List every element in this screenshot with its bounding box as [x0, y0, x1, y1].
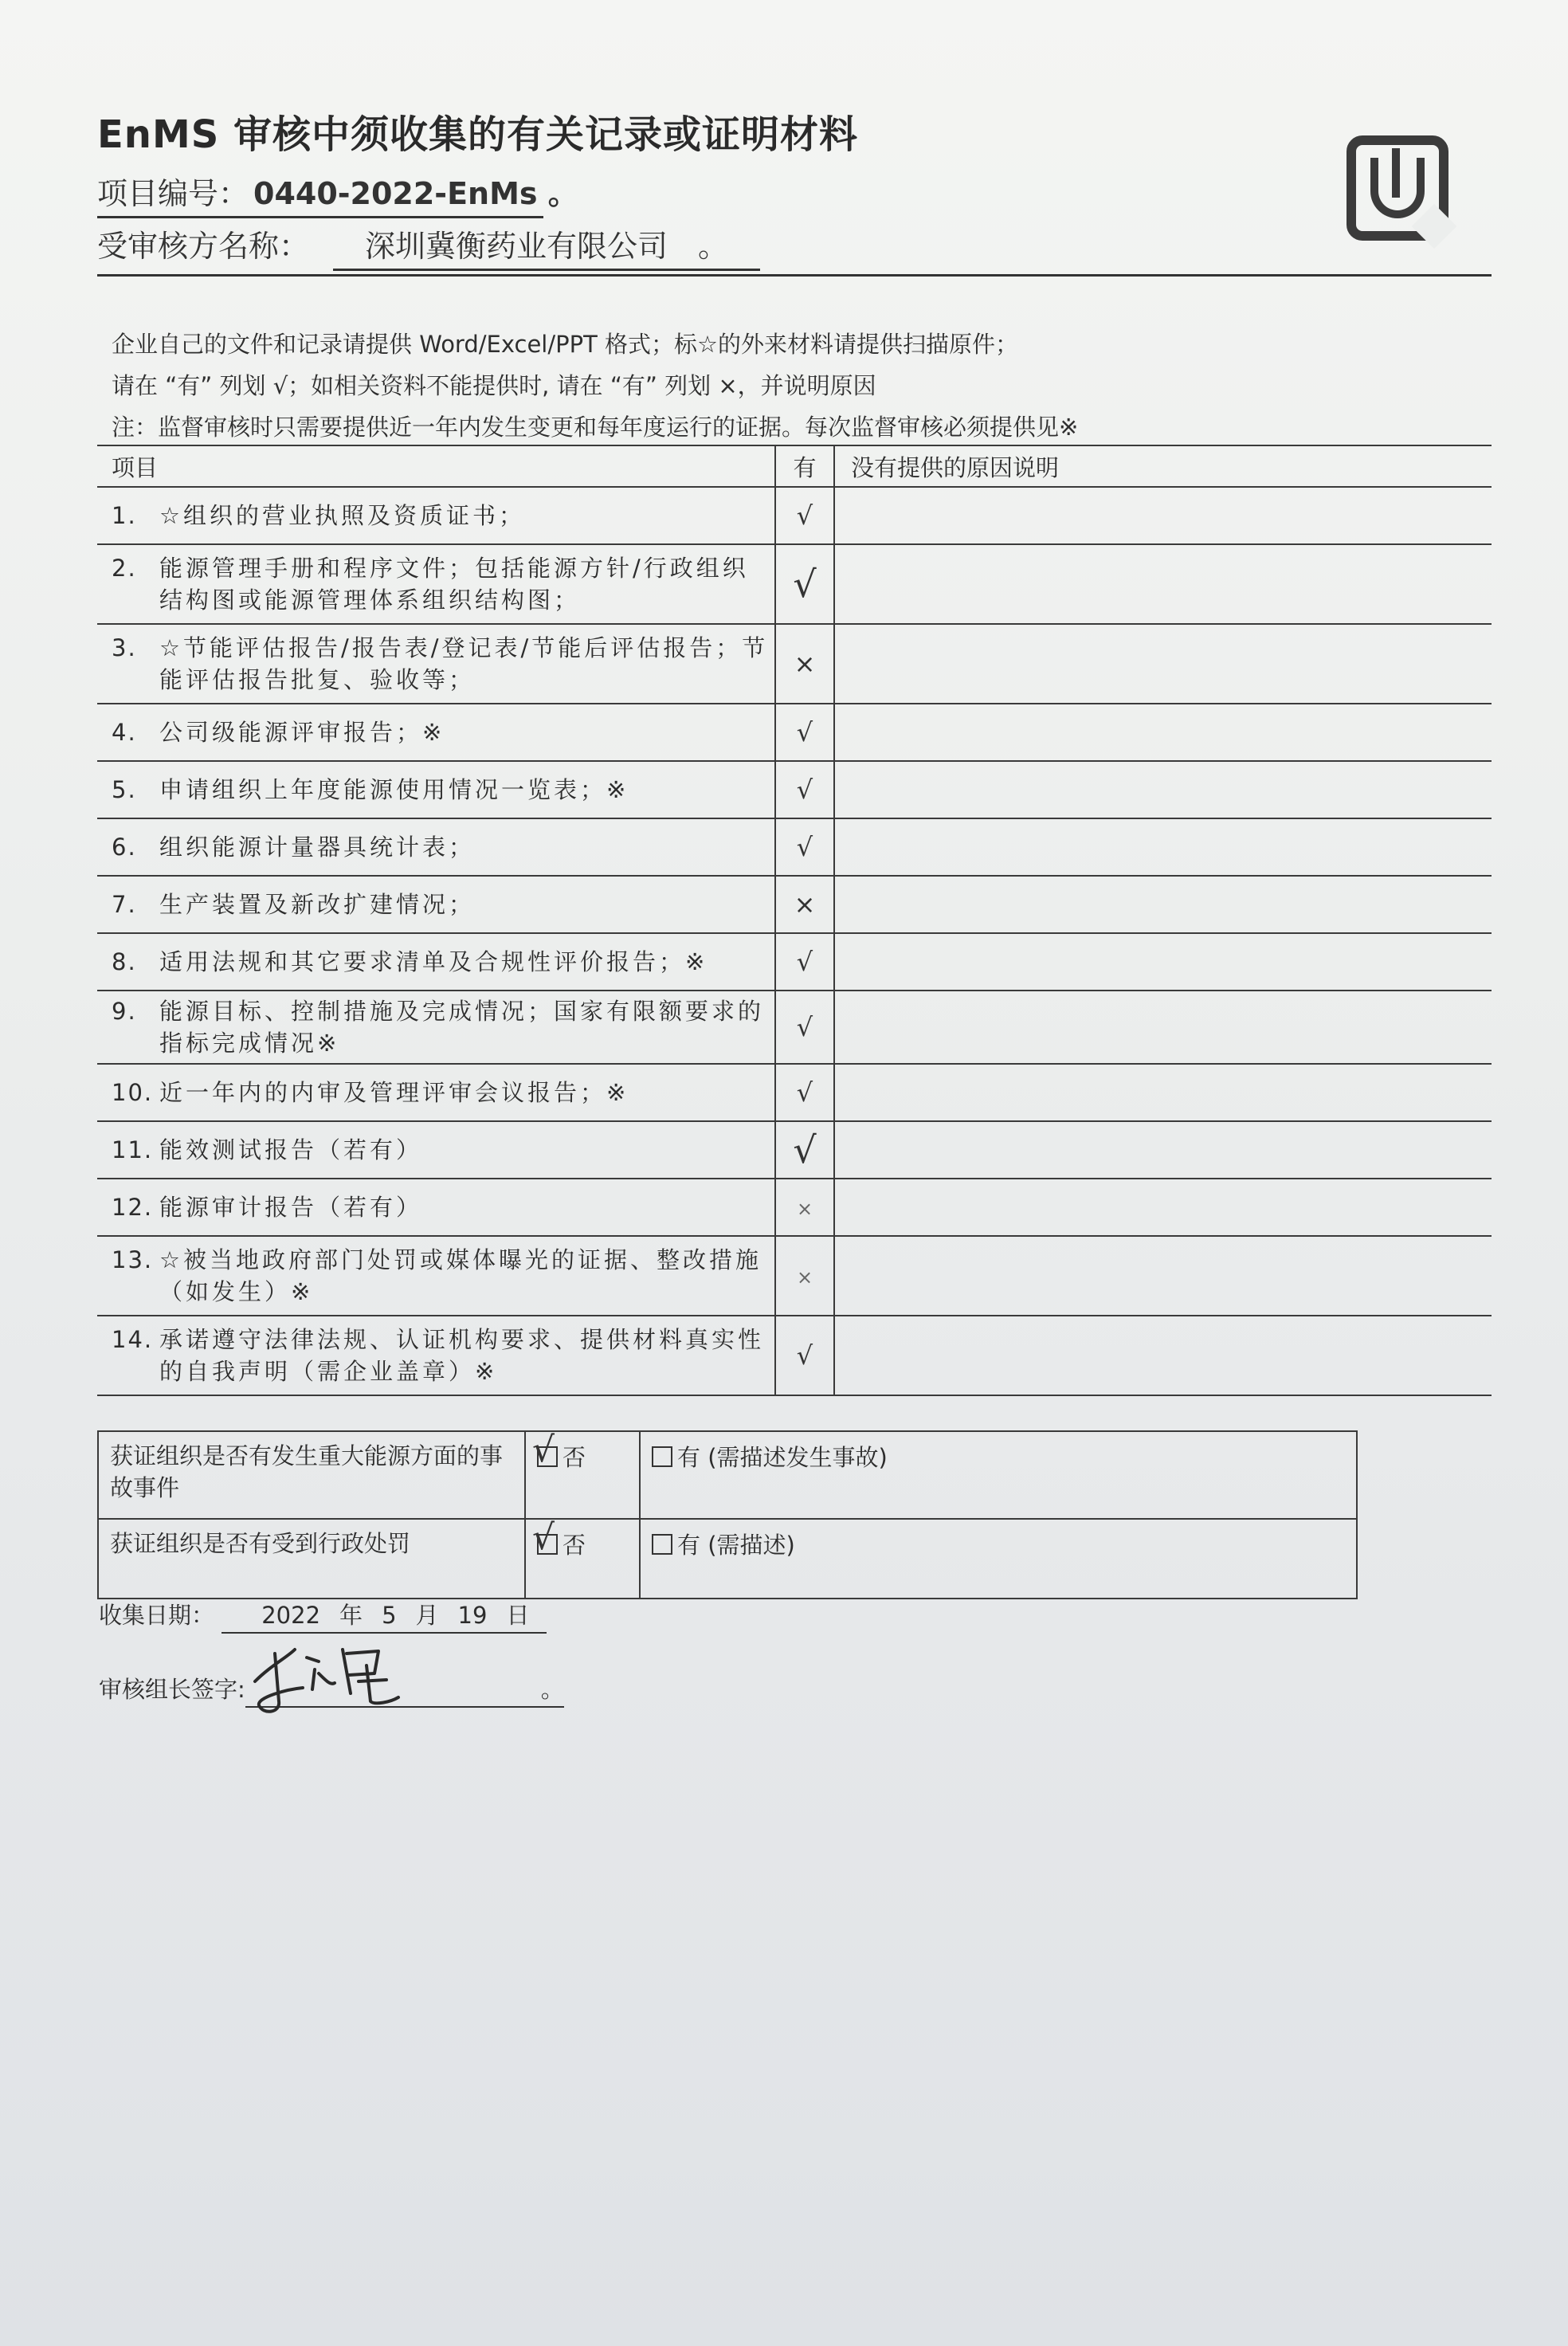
- check-mark-icon: √: [532, 1517, 555, 1558]
- check-mark-icon: √: [793, 563, 817, 606]
- row-item-cell: [97, 761, 775, 818]
- row-item-cell: [97, 704, 775, 761]
- check-mark-icon: √: [796, 832, 813, 862]
- project-number-value: 0440-2022-EnMs 。: [253, 176, 578, 211]
- cross-mark-icon: ×: [796, 1266, 813, 1289]
- row-item-content: [112, 831, 774, 863]
- check-mark-icon: √: [796, 1340, 813, 1371]
- row-item-cell: [97, 876, 775, 933]
- check-mark-icon: √: [796, 1077, 813, 1108]
- row-reason-cell[interactable]: [834, 1236, 1492, 1316]
- table-row: [97, 704, 1492, 761]
- row-item-cell: [97, 933, 775, 991]
- question-label: 获证组织是否有受到行政处罚: [98, 1519, 525, 1599]
- checkbox-icon: [652, 1446, 672, 1467]
- row-has-cell[interactable]: [775, 624, 834, 704]
- table-row: [97, 818, 1492, 876]
- row-number: 2.: [112, 555, 137, 582]
- row-has-cell[interactable]: [775, 487, 834, 544]
- date-day-unit: 日: [506, 1602, 530, 1629]
- collection-date-label: 收集日期：: [99, 1602, 215, 1629]
- row-has-cell[interactable]: [775, 761, 834, 818]
- row-item-content: [112, 1324, 774, 1387]
- row-has-cell[interactable]: [775, 876, 834, 933]
- signature-label: 审核组长签字:: [99, 1676, 245, 1703]
- row-number: 12.: [112, 1194, 154, 1221]
- table-row: [97, 1064, 1492, 1121]
- table-row: [97, 1236, 1492, 1316]
- question-label: 获证组织是否有发生重大能源方面的事故事件: [98, 1431, 525, 1519]
- header-rule: [97, 274, 1492, 277]
- row-text: 公司级能源评审报告；※: [159, 719, 445, 746]
- row-item-cell: [97, 1236, 775, 1316]
- header-item: 项目: [97, 445, 775, 487]
- row-text: 申请组织上年度能源使用情况一览表；※: [159, 776, 629, 803]
- row-has-cell[interactable]: [775, 1236, 834, 1316]
- instruction-line-2: 请在 “有” 列划 √；如相关资料不能提供时, 请在 “有” 列划 ×，并说明原因: [112, 372, 876, 399]
- table-row: [97, 876, 1492, 933]
- row-text: 组织能源计量器具统计表；: [159, 834, 476, 861]
- question-yes-option[interactable]: [640, 1431, 1357, 1519]
- row-reason-cell[interactable]: [834, 704, 1492, 761]
- cross-mark-icon: ×: [796, 1198, 813, 1220]
- check-mark-icon: √: [796, 717, 813, 747]
- header-has: 有: [775, 445, 834, 487]
- table-row: [97, 991, 1492, 1064]
- table-row: [97, 1316, 1492, 1395]
- row-item-cell: [97, 1179, 775, 1236]
- row-text: 近一年内的内审及管理评审会议报告；※: [159, 1079, 629, 1106]
- table-header-row: [97, 445, 1492, 487]
- auditee-line: [97, 222, 760, 271]
- row-number: 3.: [112, 634, 137, 661]
- row-number: 10.: [112, 1079, 154, 1106]
- table-row: [97, 487, 1492, 544]
- row-item-cell: [97, 624, 775, 704]
- row-reason-cell[interactable]: [834, 876, 1492, 933]
- row-item-cell: [97, 1316, 775, 1395]
- row-text: 承诺遵守法律法规、认证机构要求、提供材料真实性的自我声明（需企业盖章）※: [159, 1326, 765, 1385]
- row-item-content: [112, 716, 774, 748]
- question-yes-option[interactable]: [640, 1519, 1357, 1599]
- row-item-cell: [97, 1121, 775, 1179]
- row-text: 生产装置及新改扩建情况；: [159, 891, 476, 918]
- table-body: [97, 487, 1492, 1395]
- project-number-line: [97, 169, 578, 218]
- row-item-content: [112, 889, 774, 920]
- row-item-content: [112, 1077, 774, 1108]
- table-row: [97, 1179, 1492, 1236]
- instruction-line-1: 企业自己的文件和记录请提供 Word/Excel/PPT 格式；标☆的外来材料请提供扫描原件；: [112, 331, 1019, 358]
- table-row: [97, 1121, 1492, 1179]
- check-mark-icon: √: [796, 775, 813, 805]
- table-row: [97, 624, 1492, 704]
- row-text: ☆被当地政府部门处罚或媒体曝光的证据、整改措施（如发生）※: [159, 1246, 762, 1305]
- header-reason: 没有提供的原因说明: [834, 445, 1492, 487]
- row-number: 8.: [112, 948, 137, 975]
- table-row: [97, 761, 1492, 818]
- row-number: 14.: [112, 1326, 154, 1353]
- cross-mark-icon: ×: [794, 889, 816, 920]
- handwritten-signature: [239, 1626, 422, 1721]
- check-mark-icon: √: [796, 500, 813, 531]
- row-has-cell[interactable]: [775, 991, 834, 1064]
- row-text: 能源审计报告（若有）: [159, 1194, 423, 1221]
- row-reason-cell[interactable]: [834, 933, 1492, 991]
- check-mark-icon: √: [532, 1430, 555, 1470]
- row-text: 能效测试报告（若有）: [159, 1136, 423, 1163]
- check-mark-icon: √: [796, 947, 813, 977]
- row-number: 4.: [112, 719, 137, 746]
- row-reason-cell[interactable]: [834, 487, 1492, 544]
- row-has-cell[interactable]: [775, 1064, 834, 1121]
- row-reason-cell[interactable]: [834, 761, 1492, 818]
- check-mark-icon: √: [793, 1128, 817, 1171]
- row-item-content: [112, 774, 774, 806]
- check-mark-icon: √: [796, 1012, 813, 1042]
- date-year: 2022: [261, 1602, 321, 1629]
- row-item-content: [112, 946, 774, 978]
- instruction-line-3: 注：监督审核时只需要提供近一年内发生变更和每年度运行的证据。每次监督审核必须提供见※: [112, 414, 1079, 441]
- row-has-cell[interactable]: [775, 818, 834, 876]
- date-day: 19: [457, 1602, 488, 1629]
- row-text: ☆组织的营业执照及资质证书；: [159, 502, 525, 529]
- logo-bar: [1392, 148, 1400, 198]
- auditee-name: 深圳冀衡药业有限公司 。: [333, 222, 760, 271]
- date-year-unit: 年: [339, 1602, 363, 1629]
- row-reason-cell[interactable]: [834, 1064, 1492, 1121]
- row-number: 5.: [112, 776, 137, 803]
- row-has-cell[interactable]: [775, 544, 834, 624]
- row-reason-cell[interactable]: [834, 1121, 1492, 1179]
- question-no-label: 否: [563, 1532, 586, 1559]
- question-no-label: 否: [563, 1444, 586, 1471]
- row-number: 13.: [112, 1246, 154, 1273]
- row-has-cell[interactable]: [775, 933, 834, 991]
- row-item-cell: [97, 991, 775, 1064]
- row-number: 6.: [112, 834, 137, 861]
- row-text: 能源目标、控制措施及完成情况；国家有限额要求的指标完成情况※: [159, 998, 765, 1057]
- question-yes-label: 有 (需描述发生事故): [677, 1444, 888, 1471]
- cross-mark-icon: ×: [794, 649, 816, 679]
- row-has-cell[interactable]: [775, 704, 834, 761]
- materials-table-wrap: [97, 445, 1492, 1396]
- row-text: 适用法规和其它要求清单及合规性评价报告；※: [159, 948, 708, 975]
- project-number-label: 项目编号：: [97, 176, 249, 211]
- row-item-content: [112, 632, 774, 696]
- row-has-cell[interactable]: [775, 1316, 834, 1395]
- row-item-cell: [97, 487, 775, 544]
- row-item-content: [112, 500, 774, 532]
- row-reason-cell[interactable]: [834, 991, 1492, 1064]
- date-month-unit: 月: [415, 1602, 439, 1629]
- table-row: [97, 544, 1492, 624]
- row-item-content: [112, 1191, 774, 1223]
- table-row: [97, 933, 1492, 991]
- logo-notch: [1412, 204, 1457, 249]
- row-reason-cell[interactable]: [834, 624, 1492, 704]
- row-number: 1.: [112, 502, 137, 529]
- questions-box: [97, 1430, 1358, 1599]
- row-item-content: [112, 1134, 774, 1166]
- row-item-cell: [97, 1064, 775, 1121]
- question-row: [98, 1519, 1357, 1599]
- row-has-cell[interactable]: [775, 1121, 834, 1179]
- row-item-cell: [97, 818, 775, 876]
- row-item-content: [112, 1244, 774, 1308]
- row-reason-cell[interactable]: [834, 1179, 1492, 1236]
- question-yes-label: 有 (需描述): [677, 1532, 795, 1559]
- row-text: 能源管理手册和程序文件；包括能源方针/行政组织结构图或能源管理体系组织结构图；: [159, 555, 749, 614]
- question-row: [98, 1431, 1357, 1519]
- question-no-option[interactable]: [525, 1431, 640, 1519]
- document-title: EnMS 审核中须收集的有关记录或证明材料: [97, 112, 859, 157]
- row-number: 7.: [112, 891, 137, 918]
- materials-table: [97, 445, 1492, 1396]
- row-number: 9.: [112, 998, 137, 1025]
- row-number: 11.: [112, 1136, 154, 1163]
- row-reason-cell[interactable]: [834, 1316, 1492, 1395]
- row-reason-cell[interactable]: [834, 544, 1492, 624]
- auditee-label: 受审核方名称：: [97, 229, 310, 264]
- row-has-cell[interactable]: [775, 1179, 834, 1236]
- date-month: 5: [382, 1602, 397, 1629]
- certification-logo: [1347, 135, 1448, 241]
- row-item-content: [112, 552, 774, 616]
- checkbox-icon: [652, 1534, 672, 1555]
- signature-end: 。: [540, 1676, 564, 1703]
- row-item-content: [112, 995, 774, 1059]
- questions-table: [97, 1430, 1358, 1599]
- row-item-cell: [97, 544, 775, 624]
- question-no-option[interactable]: [525, 1519, 640, 1599]
- row-text: ☆节能评估报告/报告表/登记表/节能后评估报告；节能评估报告批复、验收等；: [159, 634, 769, 693]
- row-reason-cell[interactable]: [834, 818, 1492, 876]
